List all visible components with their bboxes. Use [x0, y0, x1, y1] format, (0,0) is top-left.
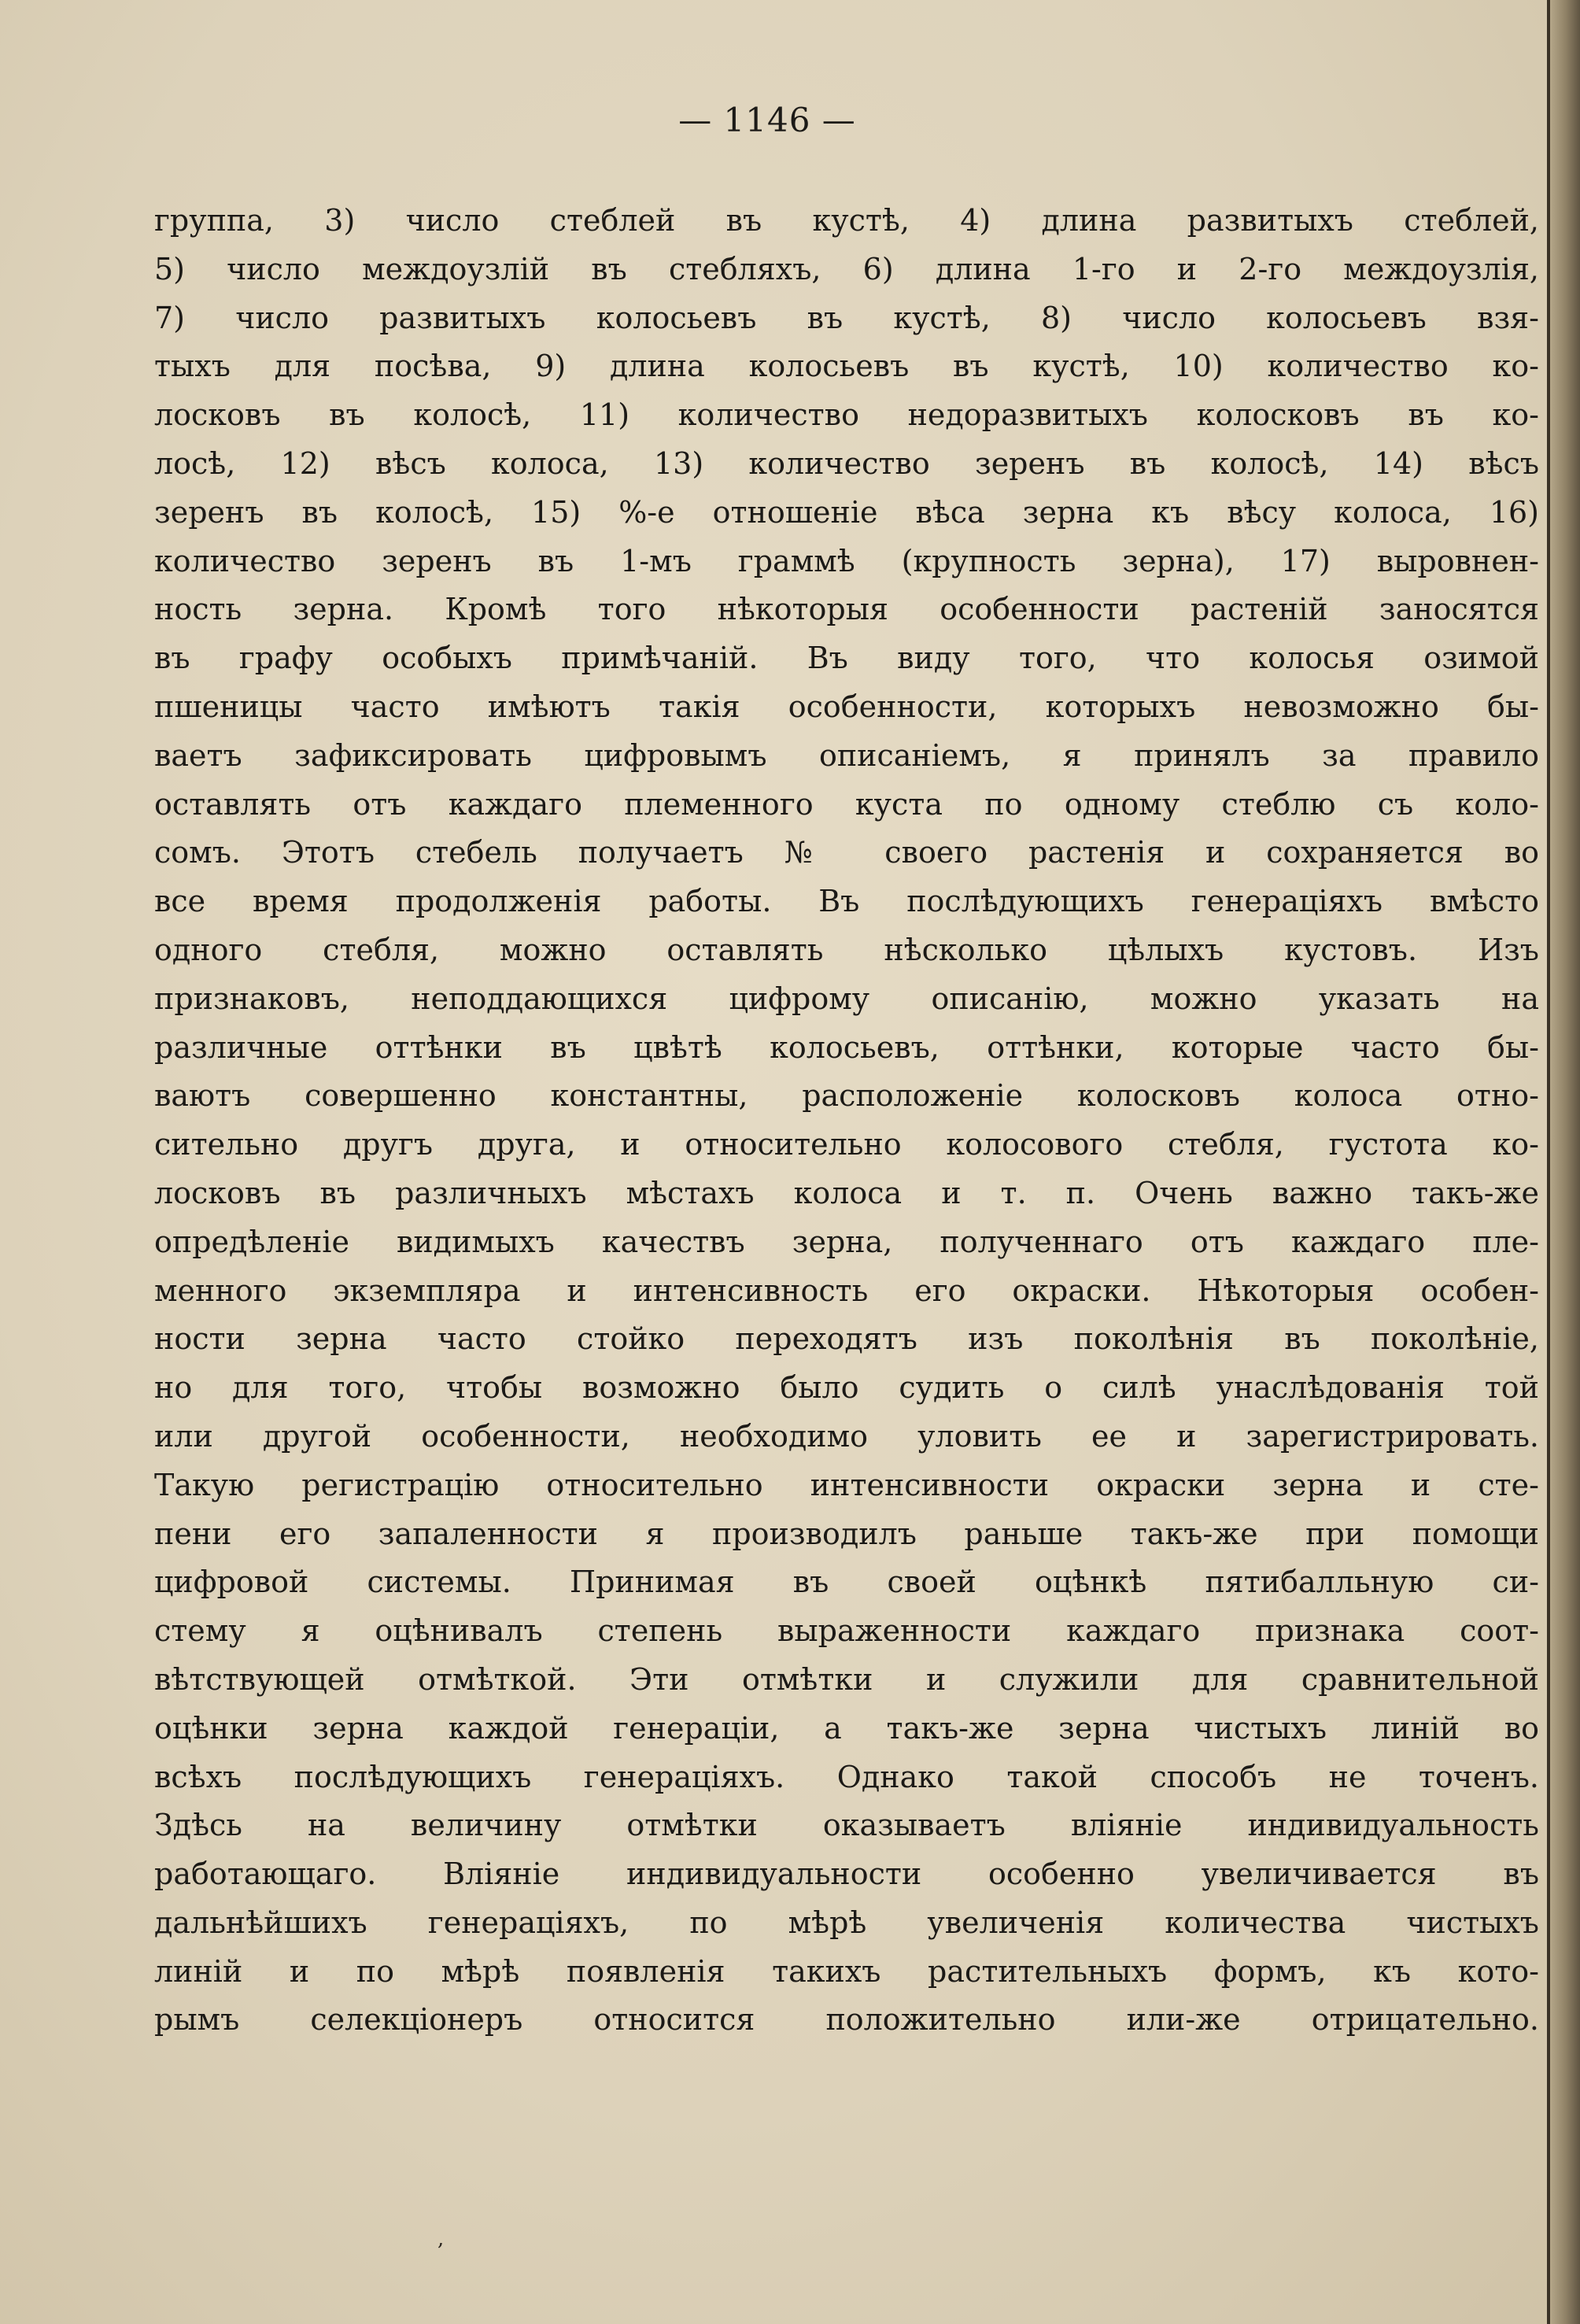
text-line: лосковъ въ колосѣ, 11) количество недоразвитыхъ колосковъ въ ко- [154, 397, 1539, 433]
text-line: вѣтствующей отмѣткой. Эти отмѣтки и служили для сравнительной [154, 1661, 1539, 1697]
text-line: оставлять отъ каждаго племенного куста по одному стеблю съ коло- [154, 786, 1539, 822]
text-line: ваютъ совершенно константны, расположеніе колосковъ колоса отно- [154, 1078, 1539, 1114]
text-line: дальнѣйшихъ генераціяхъ, по мѣрѣ увеличенія количества чистыхъ [154, 1905, 1539, 1940]
text-line: признаковъ, неподдающихся цифрому описанію, можно указать на [154, 981, 1539, 1016]
text-line: лосковъ въ различныхъ мѣстахъ колоса и т. п. Очень важно такъ-же [154, 1175, 1539, 1210]
text-line: цифровой системы. Принимая въ своей оцѣнкѣ пятибалльную си- [154, 1565, 1539, 1600]
text-line: одного стебля, можно оставлять нѣсколько цѣлыхъ кустовъ. Изъ [154, 932, 1539, 967]
text-line: въ графу особыхъ примѣчаній. Въ виду того, что колосья озимой [154, 641, 1539, 676]
text-line: количество зеренъ въ 1-мъ граммѣ (крупность зерна), 17) выровнен- [154, 543, 1539, 578]
text-line: пшеницы часто имѣютъ такія особенности, которыхъ невозможно бы- [154, 689, 1539, 724]
text-line: все время продолженія работы. Въ послѣдующихъ генераціяхъ вмѣсто [154, 884, 1539, 919]
text-line: линій и по мѣрѣ появленія такихъ растительныхъ формъ, къ кото- [154, 1953, 1539, 1989]
text-line: или другой особенности, необходимо уловить ее и зарегистрировать. [154, 1418, 1539, 1454]
text-line: различные оттѣнки въ цвѣтѣ колосьевъ, оттѣнки, которые часто бы- [154, 1029, 1539, 1065]
text-line: сомъ. Этотъ стебель получаетъ № своего растенія и сохраняется во [154, 835, 1539, 870]
text-line: 7) число развитыхъ колосьевъ въ кустѣ, 8) число колосьевъ взя- [154, 300, 1539, 335]
text-line: ности зерна часто стойко переходятъ изъ поколѣнія въ поколѣніе, [154, 1321, 1539, 1357]
text-line: ность зерна. Кромѣ того нѣкоторыя особенности растеній заносятся [154, 592, 1539, 627]
page-number: — 1146 — [678, 101, 856, 139]
text-line: работающаго. Вліяніе индивидуальности особенно увеличивается въ [154, 1857, 1539, 1892]
text-line: но для того, чтобы возможно было судить о силѣ унаслѣдованія той [154, 1370, 1539, 1406]
text-line: стему я оцѣнивалъ степень выраженности каждаго признака соот- [154, 1613, 1539, 1649]
text-line: Такую регистрацію относительно интенсивности окраски зерна и сте- [154, 1467, 1539, 1502]
text-line: сительно другъ друга, и относительно колосового стебля, густота ко- [154, 1127, 1539, 1162]
text-line: Здѣсь на величину отмѣтки оказываетъ вліяніе индивидуальность [154, 1808, 1539, 1843]
text-line: лосѣ, 12) вѣсъ колоса, 13) количество зеренъ въ колосѣ, 14) вѣсъ [154, 445, 1539, 481]
gutter-edge-line [1547, 0, 1550, 2324]
book-gutter [1549, 0, 1580, 2324]
text-line: группа, 3) число стеблей въ кустѣ, 4) длина развитыхъ стеблей, [154, 203, 1539, 238]
text-line: опредѣленіе видимыхъ качествъ зерна, полученнаго отъ каждаго пле- [154, 1224, 1539, 1259]
text-line: пени его запаленности я производилъ раньше такъ-же при помощи [154, 1516, 1539, 1551]
text-line: 5) число междоузлій въ стебляхъ, 6) длина 1-го и 2-го междоузлія, [154, 251, 1539, 286]
text-line: тыхъ для посѣва, 9) длина колосьевъ въ кустѣ, 10) количество ко- [154, 349, 1539, 384]
text-line: рымъ селекціонеръ относится положительно или-же отрицательно. [154, 2002, 1539, 2038]
text-line: менного экземпляра и интенсивность его окраски. Нѣкоторыя особен- [154, 1273, 1539, 1308]
stray-mark: , [437, 2227, 445, 2251]
text-line: ваетъ зафиксировать цифровымъ описаніемъ, я принялъ за правило [154, 737, 1539, 773]
text-line: оцѣнки зерна каждой генераціи, а такъ-же зерна чистыхъ линій во [154, 1710, 1539, 1746]
text-line: зеренъ въ колосѣ, 15) %-е отношеніе вѣса зерна къ вѣсу колоса, 16) [154, 494, 1539, 530]
text-line: всѣхъ послѣдующихъ генераціяхъ. Однако такой способъ не точенъ. [154, 1759, 1539, 1794]
body-text [154, 197, 1539, 2045]
